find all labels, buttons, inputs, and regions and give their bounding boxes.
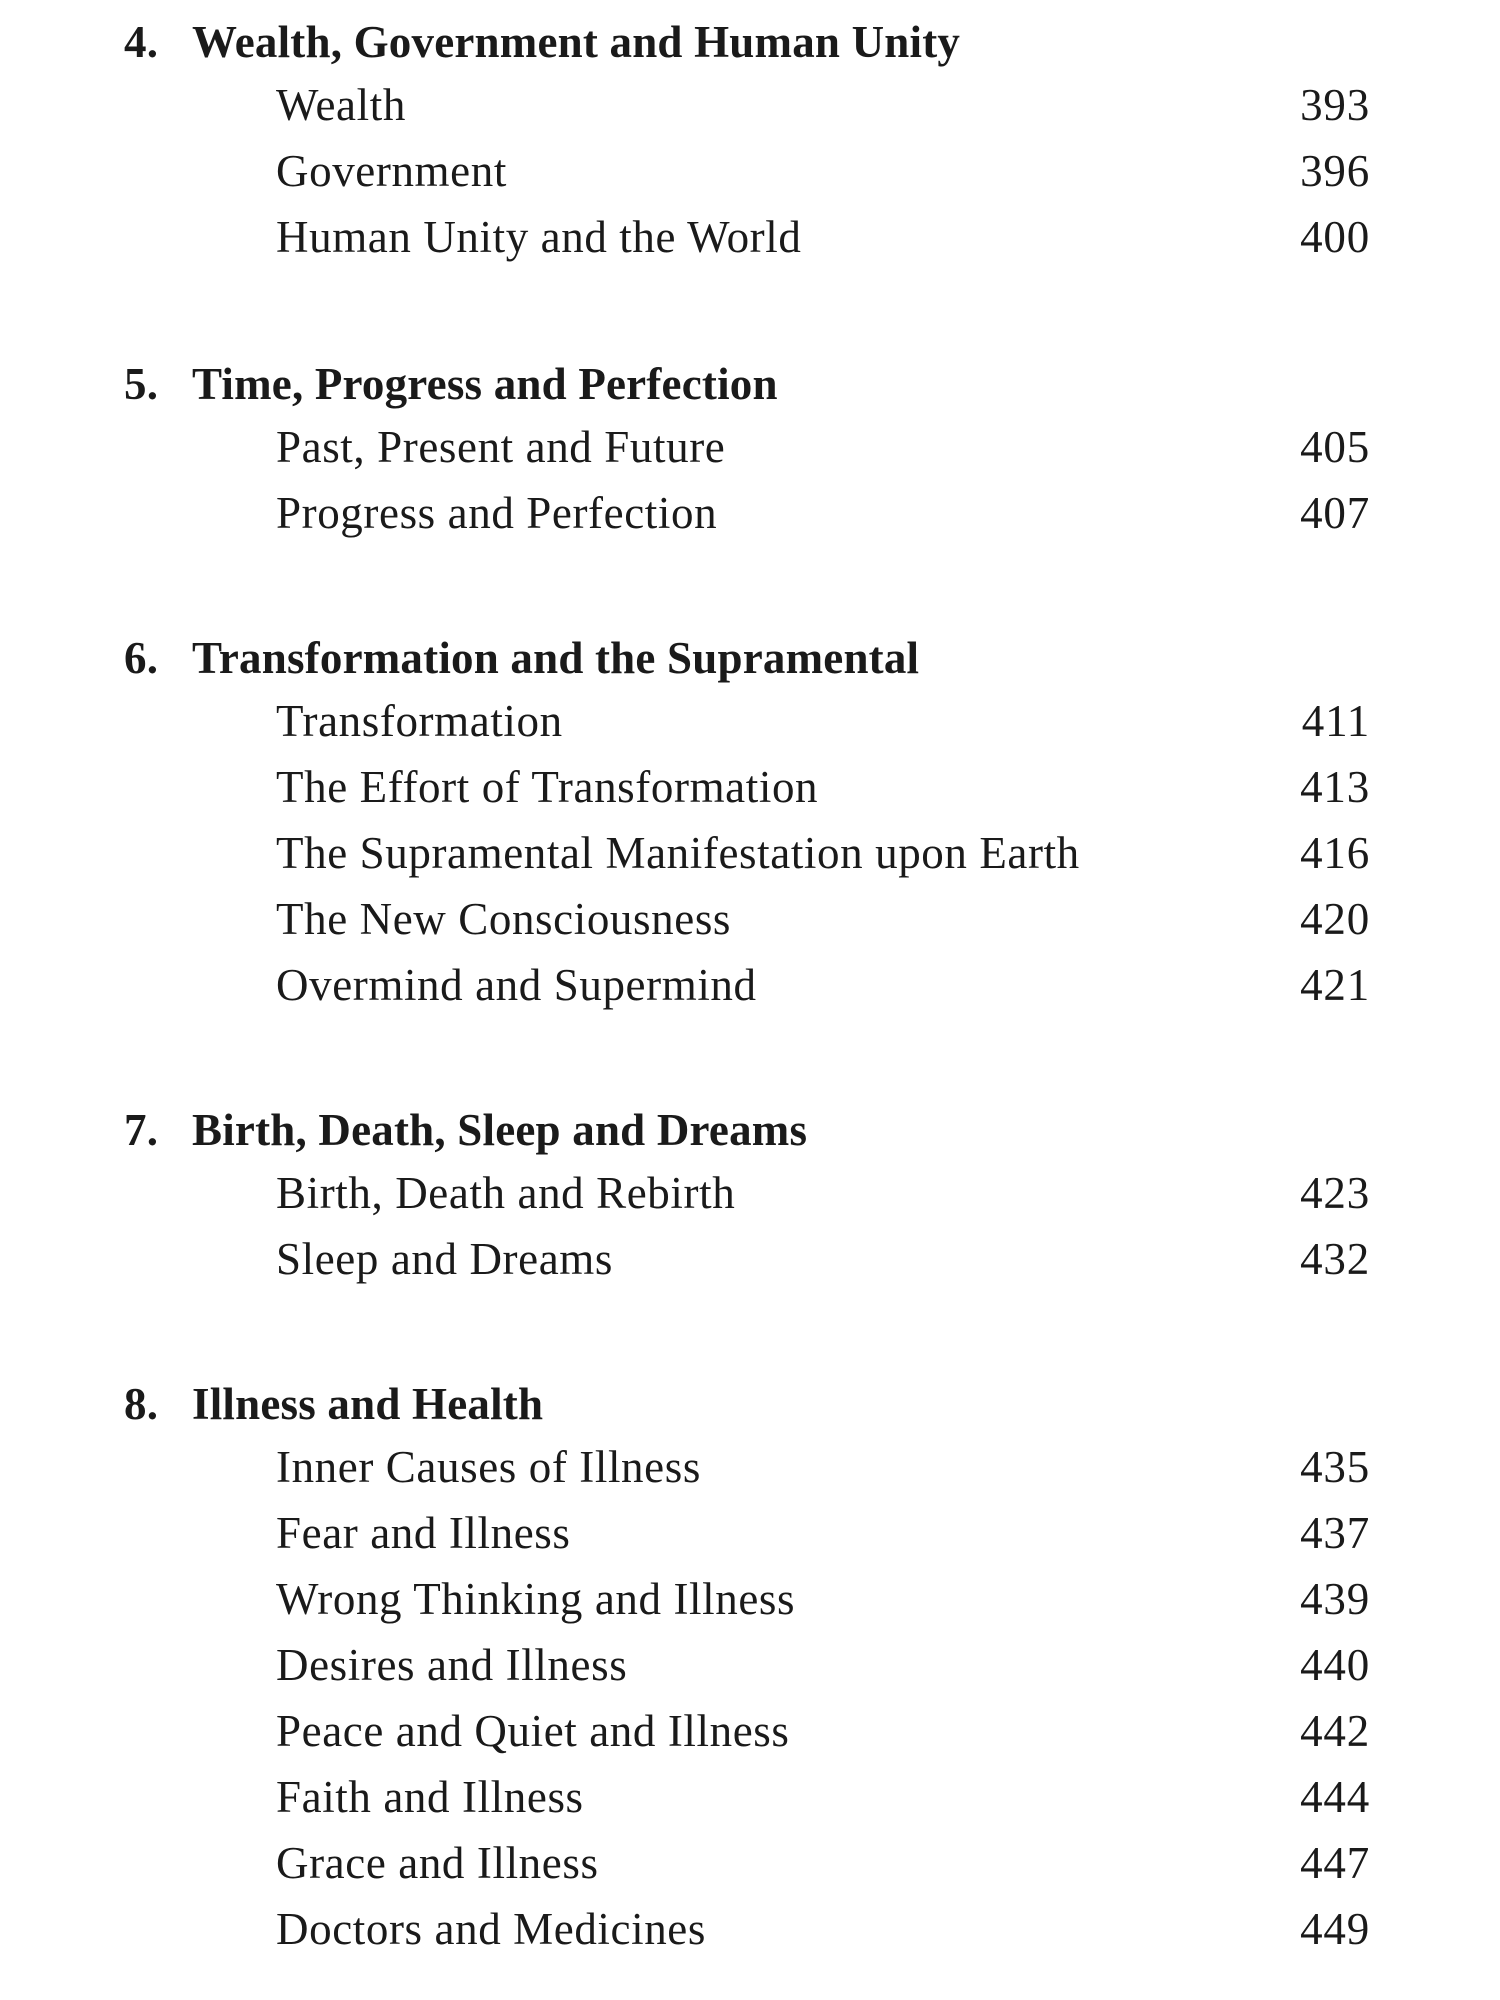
entry-title: Grace and Illness <box>276 1838 599 1888</box>
toc-entry[interactable] <box>0 414 1500 480</box>
entry-page-number: 440 <box>1300 1640 1370 1690</box>
section-title: Transformation and the Supramental <box>192 633 920 683</box>
section-number: 6. <box>124 633 159 683</box>
entry-title: Wrong Thinking and Illness <box>276 1574 796 1624</box>
entry-title: Sleep and Dreams <box>276 1234 613 1284</box>
toc-entry[interactable] <box>0 1160 1500 1226</box>
toc-entry[interactable] <box>0 480 1500 546</box>
entry-page-number: 405 <box>1300 422 1370 472</box>
entry-title: The Effort of Transformation <box>276 762 819 812</box>
entry-title: Faith and Illness <box>276 1772 584 1822</box>
entry-title: Government <box>276 146 507 196</box>
entry-title: Overmind and Supermind <box>276 960 757 1010</box>
section-number: 4. <box>124 17 159 67</box>
entry-page-number: 420 <box>1300 894 1370 944</box>
toc-entry[interactable] <box>0 820 1500 886</box>
entry-page-number: 416 <box>1300 828 1370 878</box>
entry-title: Desires and Illness <box>276 1640 628 1690</box>
section-number: 7. <box>124 1105 159 1155</box>
entry-page-number: 437 <box>1300 1508 1370 1558</box>
entry-title: Birth, Death and Rebirth <box>276 1168 736 1218</box>
section-heading[interactable] <box>124 1102 807 1158</box>
toc-entry[interactable] <box>0 952 1500 1018</box>
section-heading[interactable] <box>124 630 919 686</box>
toc-entry[interactable] <box>0 72 1500 138</box>
toc-entry[interactable] <box>0 1698 1500 1764</box>
entry-page-number: 393 <box>1300 80 1370 130</box>
section-title: Illness and Health <box>192 1379 544 1429</box>
toc-entry[interactable] <box>0 886 1500 952</box>
toc-entry[interactable] <box>0 754 1500 820</box>
toc-entry[interactable] <box>0 1566 1500 1632</box>
section-number: 5. <box>124 359 159 409</box>
toc-entry[interactable] <box>0 1434 1500 1500</box>
entry-title: Human Unity and the World <box>276 212 802 262</box>
section-heading[interactable] <box>124 356 778 412</box>
section-title: Wealth, Government and Human Unity <box>192 17 961 67</box>
entry-page-number: 439 <box>1300 1574 1370 1624</box>
toc-entry[interactable] <box>0 1632 1500 1698</box>
entry-page-number: 411 <box>1301 696 1370 746</box>
entry-page-number: 442 <box>1300 1706 1370 1756</box>
entry-page-number: 449 <box>1300 1904 1370 1954</box>
entry-title: The Supramental Manifestation upon Earth <box>276 828 1080 878</box>
section-title: Time, Progress and Perfection <box>192 359 778 409</box>
toc-entry[interactable] <box>0 1830 1500 1896</box>
entry-page-number: 432 <box>1300 1234 1370 1284</box>
toc-entry[interactable] <box>0 1500 1500 1566</box>
entry-title: Past, Present and Future <box>276 422 726 472</box>
toc-entry[interactable] <box>0 138 1500 204</box>
toc-entry[interactable] <box>0 204 1500 270</box>
entry-page-number: 423 <box>1300 1168 1370 1218</box>
toc-entry[interactable] <box>0 1226 1500 1292</box>
entry-page-number: 407 <box>1300 488 1370 538</box>
entry-title: Doctors and Medicines <box>276 1904 706 1954</box>
toc-entry[interactable] <box>0 1896 1500 1962</box>
entry-title: The New Consciousness <box>276 894 732 944</box>
entry-title: Transformation <box>276 696 563 746</box>
entry-title: Inner Causes of Illness <box>276 1442 701 1492</box>
entry-page-number: 396 <box>1300 146 1370 196</box>
entry-page-number: 421 <box>1300 960 1370 1010</box>
entry-page-number: 444 <box>1300 1772 1370 1822</box>
entry-page-number: 447 <box>1300 1838 1370 1888</box>
toc-entry[interactable] <box>0 1764 1500 1830</box>
entry-title: Fear and Illness <box>276 1508 571 1558</box>
entry-title: Progress and Perfection <box>276 488 718 538</box>
entry-title: Wealth <box>276 80 406 130</box>
toc-entry[interactable] <box>0 688 1500 754</box>
entry-title: Peace and Quiet and Illness <box>276 1706 790 1756</box>
section-number: 8. <box>124 1379 159 1429</box>
section-title: Birth, Death, Sleep and Dreams <box>192 1105 808 1155</box>
entry-page-number: 435 <box>1300 1442 1370 1492</box>
entry-page-number: 413 <box>1300 762 1370 812</box>
section-heading[interactable] <box>124 14 960 70</box>
section-heading[interactable] <box>124 1376 543 1432</box>
entry-page-number: 400 <box>1300 212 1370 262</box>
